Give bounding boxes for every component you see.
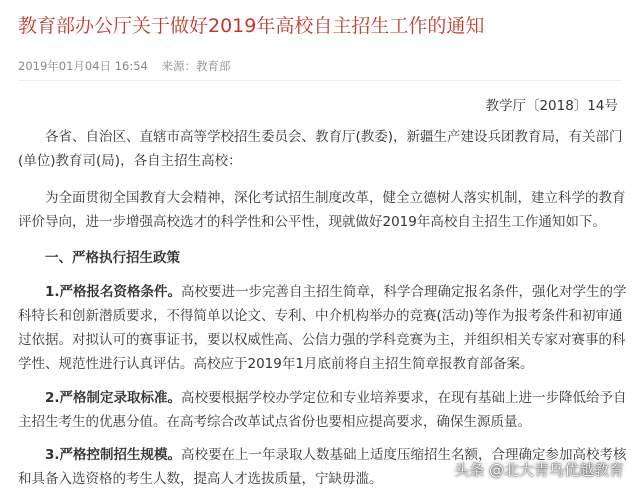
addressee-paragraph bbox=[18, 125, 624, 173]
intro-paragraph bbox=[18, 186, 624, 234]
publish-date: 2019年01月04日 16:54 bbox=[18, 59, 148, 73]
item-2-first-rest: 高校要根据学校办学定位和专业培养要求，在现有基础上进一步降低给予自 bbox=[181, 390, 627, 406]
addressee-line: (单位)教育司(局)，各自主招生高校： bbox=[18, 153, 242, 169]
article-source: 来源：教育部 bbox=[161, 59, 231, 73]
item-1-first-line bbox=[18, 280, 627, 304]
intro-line: 评价导向，进一步增强高校选才的科学性和公平性，现就做好2019年高校自主招生工作通知如下。 bbox=[18, 214, 606, 230]
item-1-first-rest: 高校要进一步完善自主招生简章，科学合理确定报名条件，强化对学生的学 bbox=[181, 284, 627, 300]
title-divider bbox=[18, 80, 622, 81]
item-1-paragraph bbox=[18, 280, 627, 376]
section-heading-text: 一、严格执行招生政策 bbox=[45, 250, 180, 266]
intro-line: 为全面贯彻全国教育大会精神，深化考试招生制度改革，健全立德树人落实机制，建立科学的教育 bbox=[45, 190, 626, 206]
item-2-line: 主招生考生的优惠分值。在高考综合改革试点省份也要相应提高要求，确保生源质量。 bbox=[18, 414, 531, 430]
watermark: 头条 @北大青鸟优越教育 bbox=[454, 461, 624, 479]
section-heading bbox=[18, 246, 624, 270]
item-1-line: 科特长和创新潜质要求，不得简单以论文、专利、中介机构举办的竞赛(活动)等作为报考条件和初审通 bbox=[18, 308, 623, 324]
article-meta bbox=[18, 58, 241, 74]
item-1-lead: 1.严格报名资格条件。 bbox=[45, 284, 182, 300]
addressee-line: 各省、自治区、直辖市高等学校招生委员会、教育厅(教委)，新疆生产建设兵团教育局，有关部门 bbox=[45, 129, 623, 145]
item-1-line: 学性、规范性进行认真评估。高校应于2019年1月底前将自主招生简章报教育部备案。 bbox=[18, 356, 534, 372]
item-2-first-line bbox=[18, 386, 627, 410]
item-1-line: 过依据。对拟认可的赛事证书，要以权威性高、公信力强的学科竞赛为主，并组织相关专家对赛事的科 bbox=[18, 332, 626, 348]
document-number: 教学厅〔2018〕14号 bbox=[485, 98, 618, 114]
item-3-first-rest: 高校要在上一年录取人数基础上适度压缩招生名额，合理确定参加高校考核 bbox=[181, 447, 627, 463]
item-3-lead: 3.严格控制招生规模。 bbox=[45, 447, 182, 463]
item-2-paragraph bbox=[18, 386, 627, 434]
item-2-lead: 2.严格制定录取标准。 bbox=[45, 390, 182, 406]
item-3-line: 和具备入选资格的考生人数，提高人才选拔质量，宁缺毋滥。 bbox=[18, 471, 383, 487]
article-title: 教育部办公厅关于做好2019年高校自主招生工作的通知 bbox=[18, 15, 485, 37]
